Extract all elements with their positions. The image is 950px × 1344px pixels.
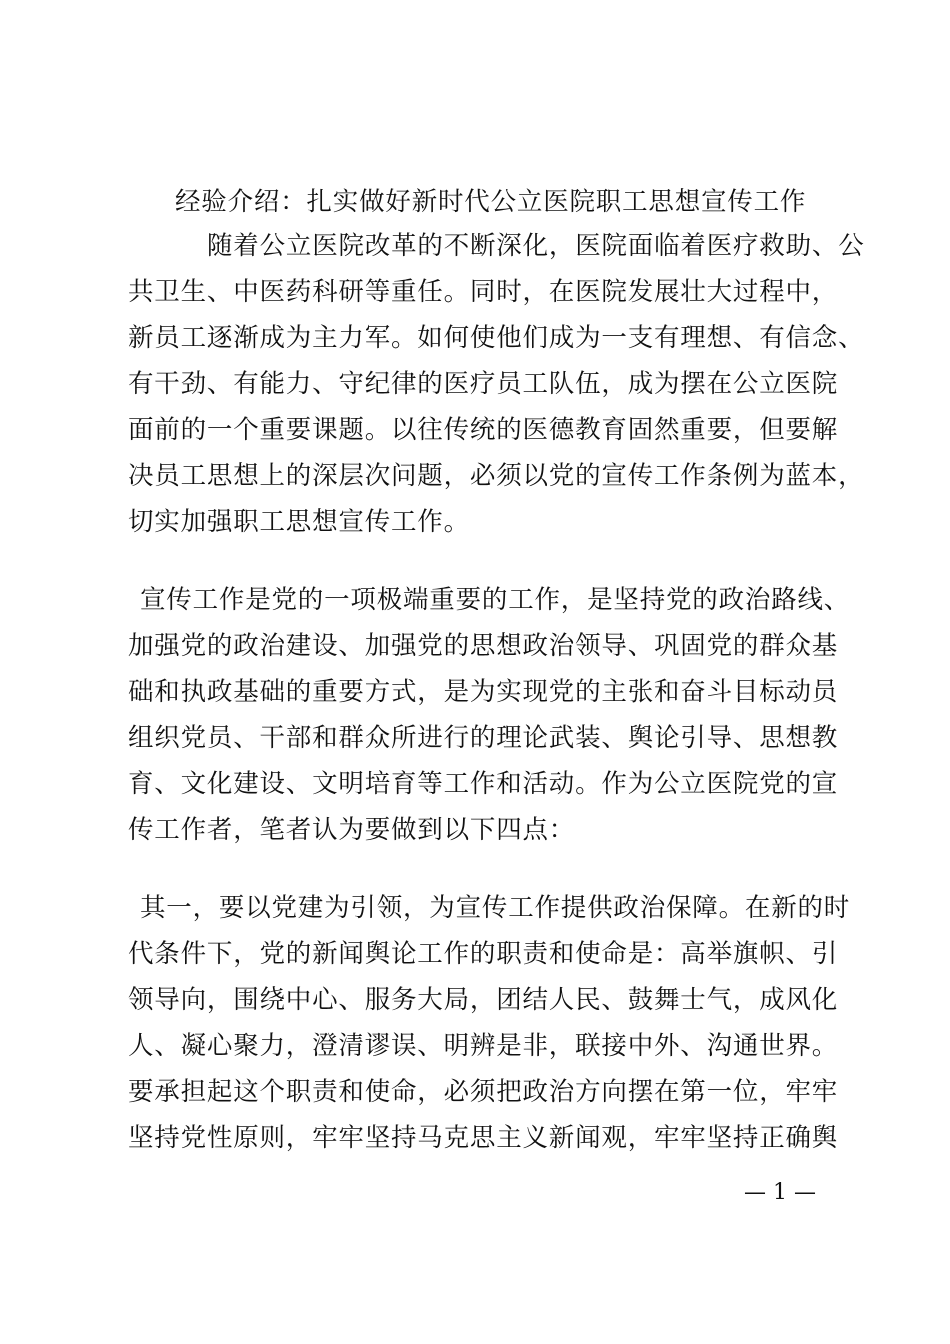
paragraph-2-line-5: 育、文化建设、文明培育等工作和活动。作为公立医院党的宣 [128, 769, 839, 799]
paragraph-3-line-3: 领导向，围绕中心、服务大局，团结人民、鼓舞士气，成风化 [128, 985, 839, 1015]
paragraph-3-line-6: 坚持党性原则，牢牢坚持马克思主义新闻观，牢牢坚持正确舆 [128, 1123, 839, 1153]
paragraph-1-line-1: 随着公立医院改革的不断深化，医院面临着医疗救助、公 [207, 231, 865, 261]
paragraph-3-line-1: 其一，要以党建为引领，为宣传工作提供政治保障。在新的时 [140, 893, 851, 923]
paragraph-1-line-2: 共卫生、中医药科研等重任。同时，在医院发展壮大过程中， [128, 277, 839, 307]
paragraph-1-line-4: 有干劲、有能力、守纪律的医疗员工队伍，成为摆在公立医院 [128, 369, 839, 399]
paragraph-3-line-5: 要承担起这个职责和使命，必须把政治方向摆在第一位，牢牢 [128, 1077, 839, 1107]
paragraph-2-line-2: 加强党的政治建设、加强党的思想政治领导、巩固党的群众基 [128, 631, 839, 661]
paragraph-1-line-3: 新员工逐渐成为主力军。如何使他们成为一支有理想、有信念、 [128, 323, 865, 353]
paragraph-1-line-5: 面前的一个重要课题。以往传统的医德教育固然重要，但要解 [128, 415, 839, 445]
paragraph-3-line-4: 人、凝心聚力，澄清谬误、明辨是非，联接中外、沟通世界。 [128, 1031, 839, 1061]
paragraph-3-line-2: 代条件下，党的新闻舆论工作的职责和使命是：高举旗帜、引 [128, 939, 839, 969]
paragraph-2-line-1: 宣传工作是党的一项极端重要的工作，是坚持党的政治路线、 [140, 585, 851, 615]
paragraph-1-line-7: 切实加强职工思想宣传工作。 [128, 507, 470, 537]
document-title: 经验介绍：扎实做好新时代公立医院职工思想宣传工作 [175, 187, 807, 217]
paragraph-1-line-6: 决员工思想上的深层次问题，必须以党的宣传工作条例为蓝本， [128, 461, 865, 491]
paragraph-2-line-4: 组织党员、干部和群众所进行的理论武装、舆论引导、思想教 [128, 723, 839, 753]
paragraph-2-line-6: 传工作者，笔者认为要做到以下四点： [128, 815, 576, 845]
page-number: — 1 — [744, 1180, 816, 1205]
paragraph-2-line-3: 础和执政基础的重要方式，是为实现党的主张和奋斗目标动员 [128, 677, 839, 707]
